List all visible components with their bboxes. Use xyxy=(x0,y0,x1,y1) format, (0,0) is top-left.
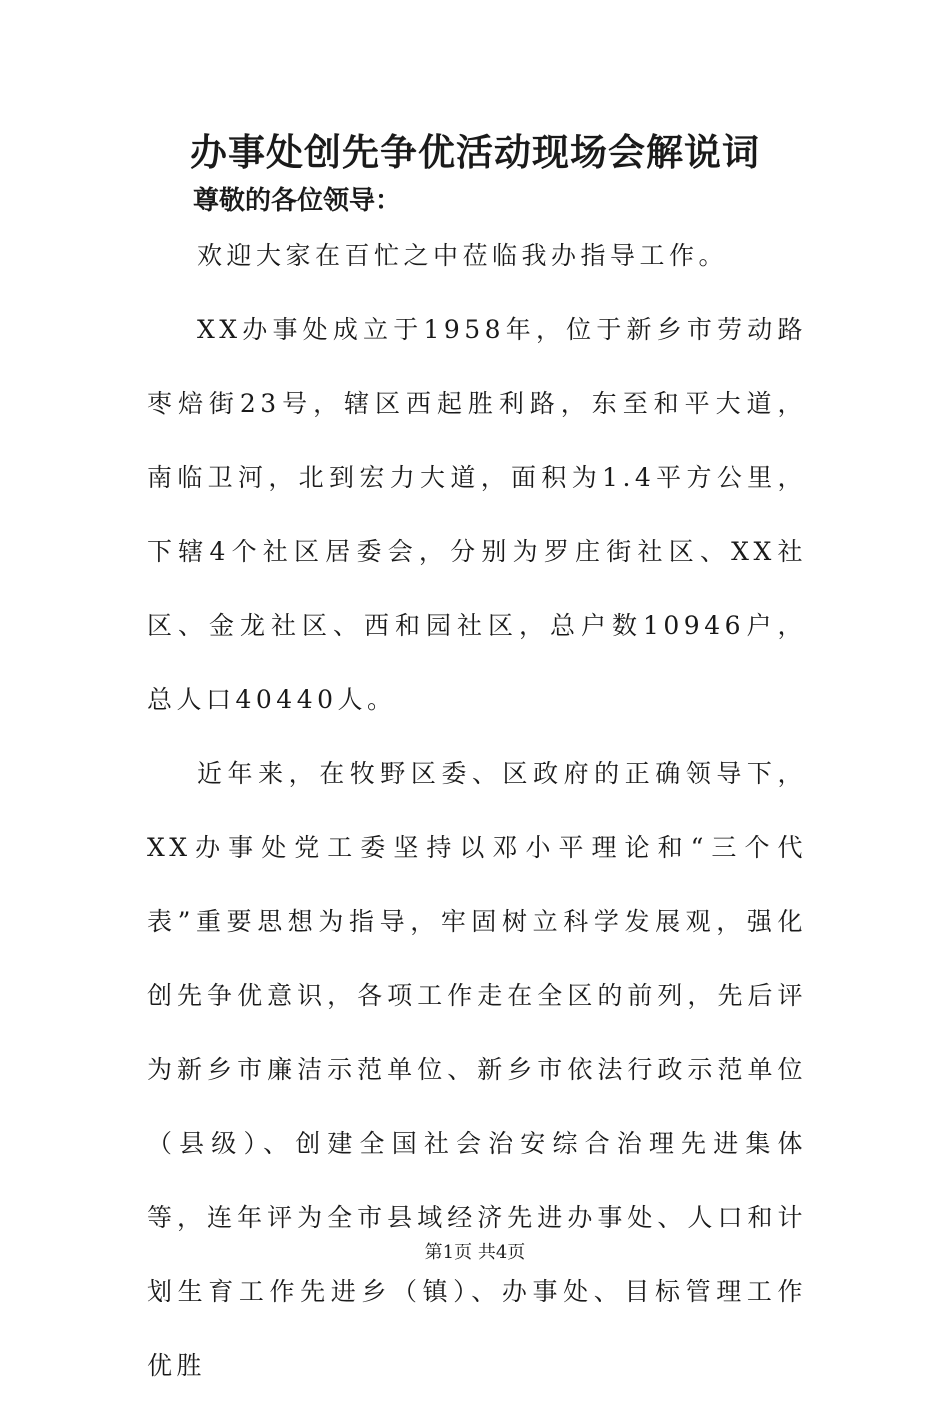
page-footer: 第1页 共4页 xyxy=(424,1242,526,1263)
paragraph-overview: XX办事处成立于1958年，位于新乡市劳动路枣焙街23号，辖区西起胜利路，东至和平大道，南临卫河，北到宏力大道，面积为1.4平方公里，下辖4个社区居委会，分别为罗庄街社区、XX社区、金龙社区、西和园社区，总户数10946户，总人口40440人。 xyxy=(147,315,807,714)
document-title: 办事处创先争优活动现场会解说词 xyxy=(190,130,760,174)
salutation: 尊敬的各位领导： xyxy=(193,186,402,216)
paragraph-achievements: 近年来，在牧野区委、区政府的正确领导下，XX办事处党工委坚持以邓小平理论和“三个代表”重要思想为指导，牢固树立科学发展观，强化创先争优意识，各项工作走在全区的前列，先后评为新乡市廉洁示范单位、新乡市依法行政示范单位（县级）、创建全国社会治安综合治理先进集体等，连年评为全市县域经济先进办事处、人口和计划生育工作先进乡（镇）、办事处、目标管理工作优胜 xyxy=(147,759,807,1380)
paragraph-welcome: 欢迎大家在百忙之中莅临我办指导工作。 xyxy=(197,241,729,270)
document-body xyxy=(147,219,807,1403)
